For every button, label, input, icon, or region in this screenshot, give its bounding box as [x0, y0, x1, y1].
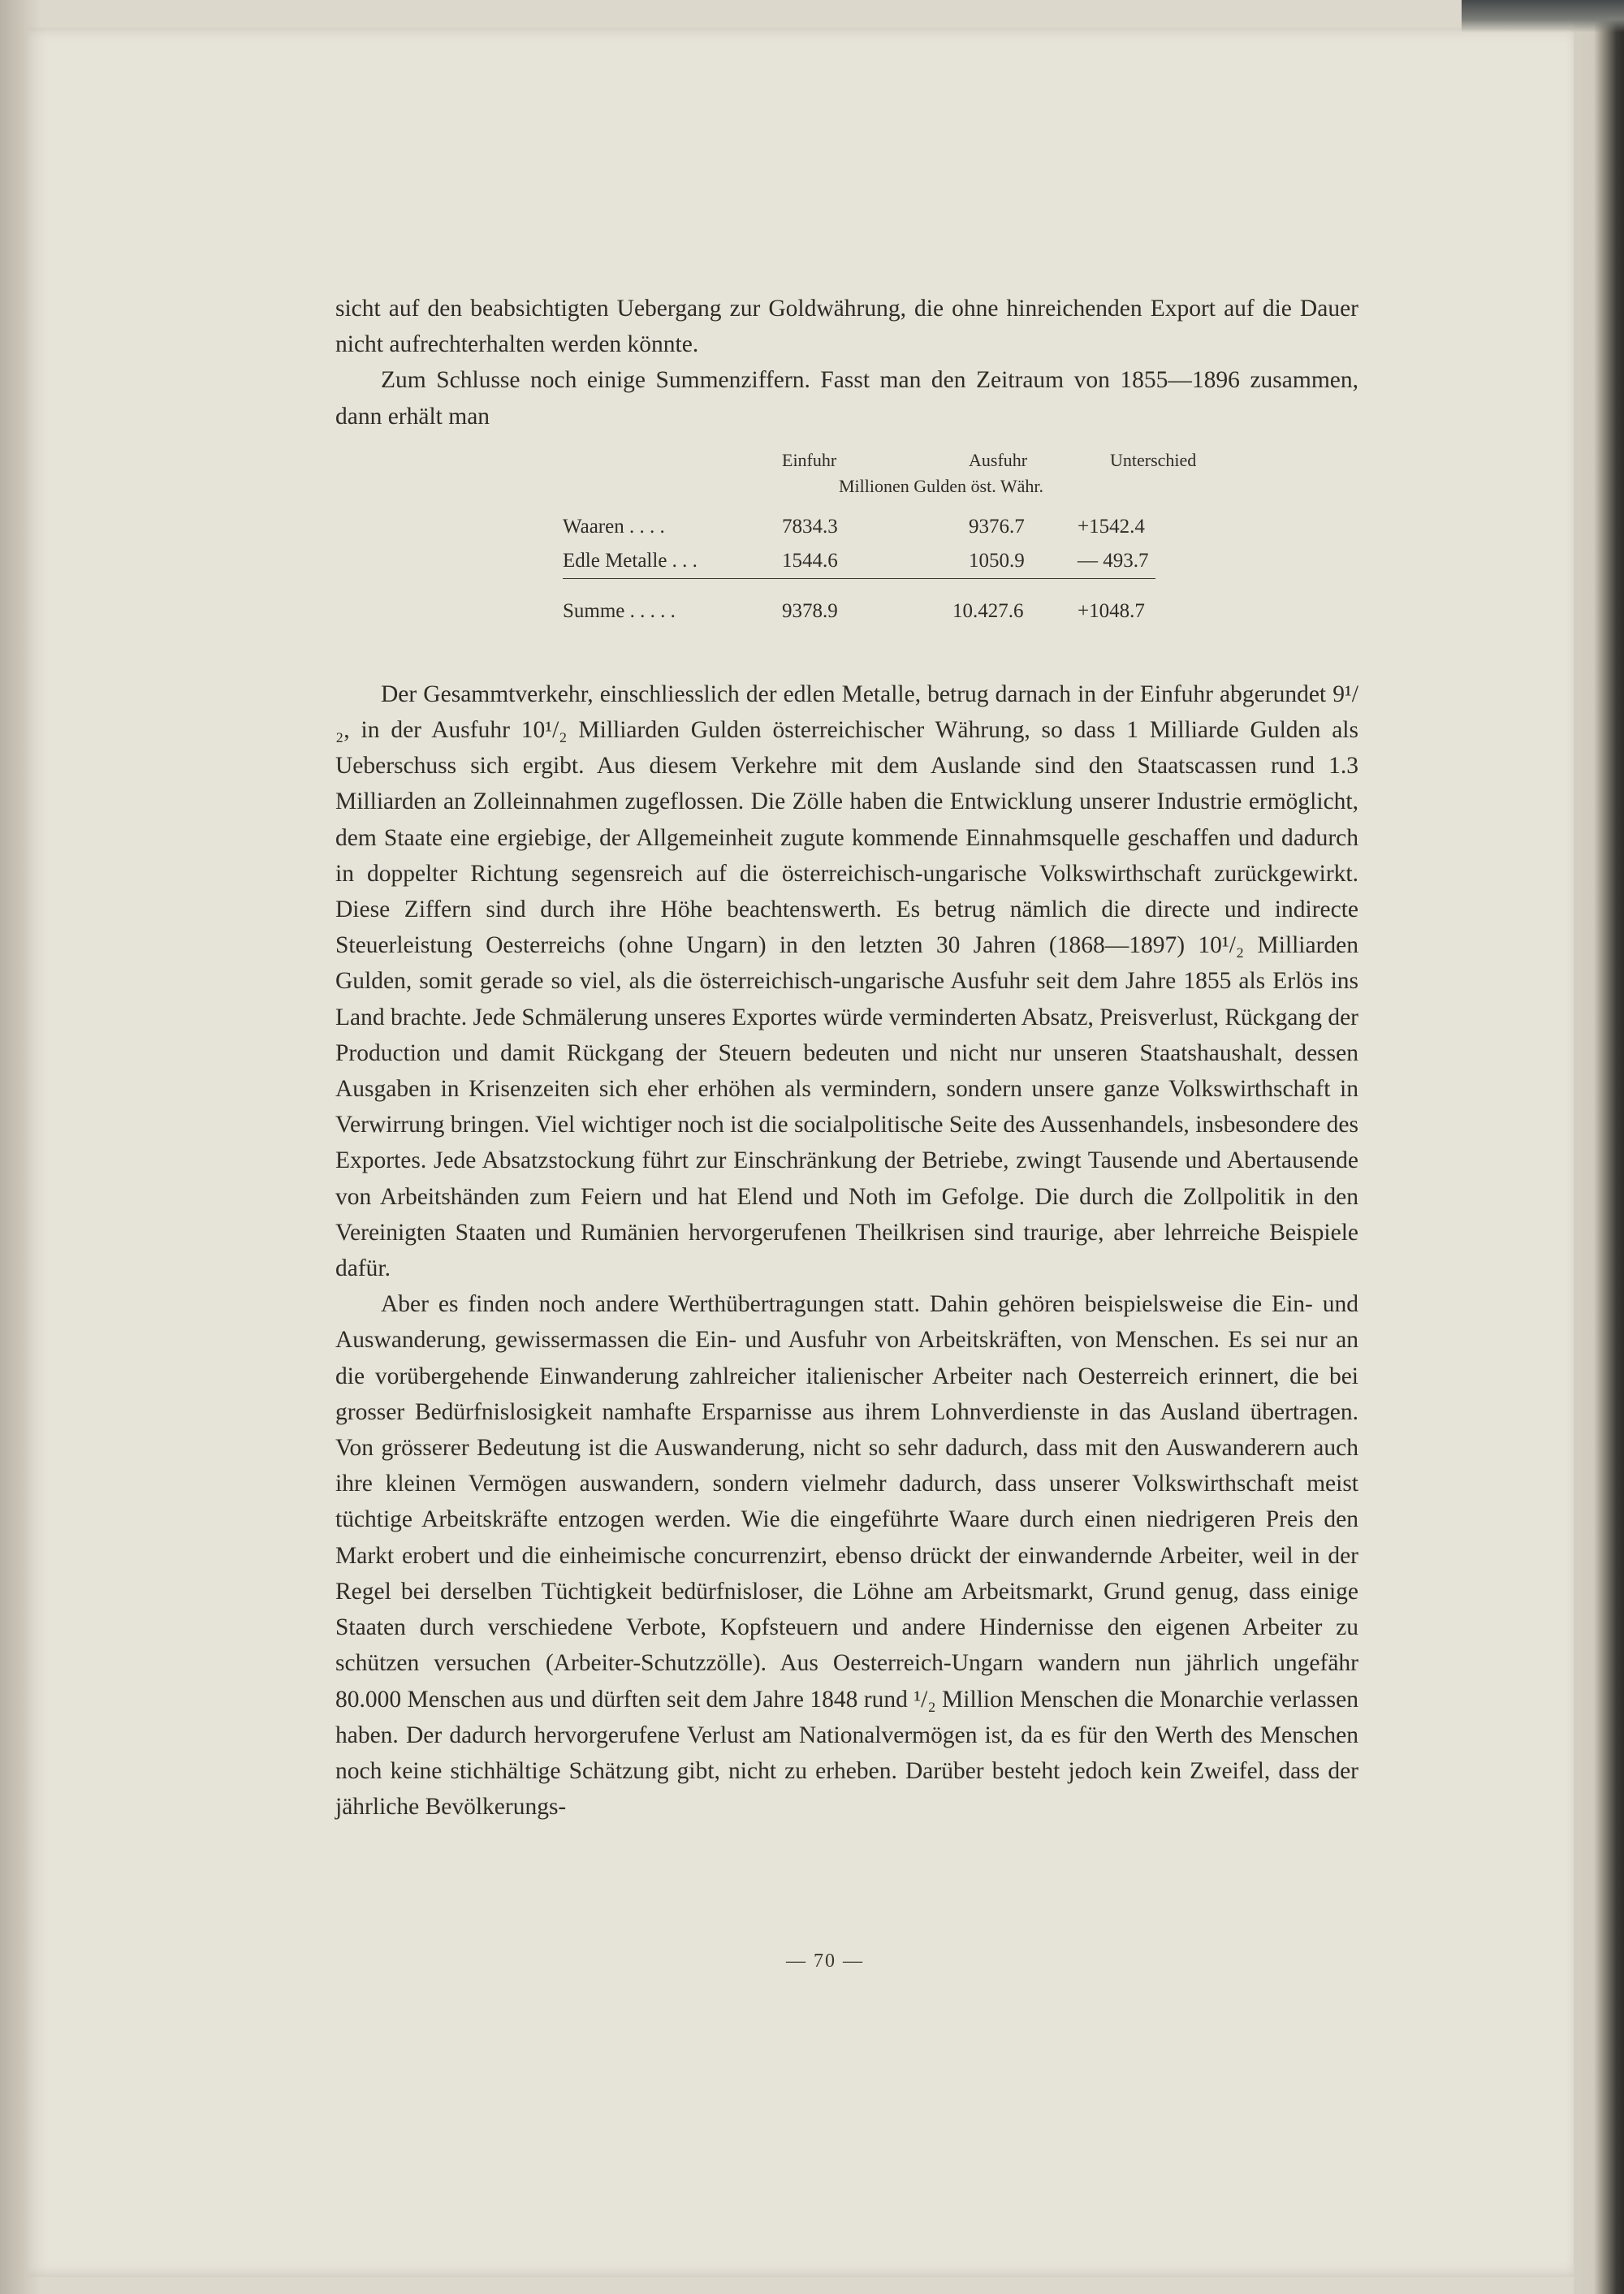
col-header-unterschied: Unterschied [1110, 449, 1197, 470]
table-row [563, 509, 1155, 542]
paragraph-gesammtverkehr: Der Gesammtverkehr, einschliesslich der edlen Metalle, betrug darnach in der Einfuhr abgerundet 9¹/₂, in der Ausfuhr 10¹/₂ Milliarden Gulden österreichischer Währung, so dass 1 Milliarde Gulden als Ueberschuss sich ergibt. Aus diesem Verkehre mit dem Auslande sind den Staatscassen rund 1.3 Milliarden an Zolleinnahmen zugeflossen. Die Zölle haben die Entwicklung unserer Industrie ermöglicht, dem Staate eine ergiebige, der Allgemeinheit zugute kommende Einnahmsquelle geschaffen und dadurch in doppelter Richtung segensreich auf die österreichisch-ungarische Volkswirthschaft zurückgewirkt. Diese Ziffern sind durch ihre Höhe beachtenswerth. Es betrug nämlich die directe und indirecte Steuerleistung Oesterreichs (ohne Ungarn) in den letzten 30 Jahren (1868—1897) 10¹/₂ Milliarden Gulden, somit gerade so viel, als die österreichisch-ungarische Ausfuhr seit dem Jahre 1855 als Erlös ins Land brachte. Jede Schmälerung unseres Exportes würde verminderten Absatz, Preisverlust, Rückgang der Production und damit Rückgang der Steuern bedeuten und nicht nur unseren Staatshaushalt, dessen Ausgaben in Krisenzeiten sich eher erhöhen als vermindern, sondern unsere ganze Volkswirthschaft in Verwirrung bringen. Viel wichtiger noch ist die socialpolitische Seite des Aussenhandels, insbesondere des Exportes. Jede Absatzstockung führt zur Einschränkung der Betriebe, zwingt Tausende und Abertausende von Arbeitshänden zum Feiern und hat Elend und Noth im Gefolge. Die durch die Zollpolitik in den Vereinigten Staaten und Rumänien hervorgerufenen Theilkrisen sind traurige, aber lehrreiche Beispiele dafür. [335, 680, 1358, 1282]
row-label: Edle Metalle . . . [563, 549, 698, 572]
page-text-block [335, 291, 1358, 1825]
paragraph-summenziffern: Zum Schlusse noch einige Summenziffern. Fasst man den Zeitraum von 1855—1896 zusammen, dann erhält man [335, 367, 1358, 430]
total-einfuhr: 9378.9 [782, 599, 838, 622]
binding-corner [1462, 0, 1624, 32]
summary-table [335, 443, 1358, 646]
cell-ausfuhr: 9376.7 [969, 515, 1025, 538]
cell-unterschied: +1542.4 [1078, 515, 1145, 538]
cell-unterschied: — 493.7 [1078, 549, 1149, 572]
cell-einfuhr: 1544.6 [782, 549, 838, 572]
table-total-row [563, 594, 1155, 626]
page-number: — 70 — [786, 1951, 864, 1972]
total-unterschied: +1048.7 [1078, 599, 1145, 622]
table-rule [563, 578, 1155, 579]
units-label: Millionen Gulden öst. Währ. [839, 475, 1043, 496]
total-ausfuhr: 10.427.6 [952, 599, 1024, 622]
row-label: Waaren . . . . [563, 515, 665, 538]
cell-ausfuhr: 1050.9 [969, 549, 1025, 572]
paragraph-continuation: sicht auf den beabsichtigten Uebergang zur Goldwährung, die ohne hinreichenden Export auf die Dauer nicht aufrechterhalten werden könnte. [335, 296, 1358, 358]
table-row [563, 543, 1155, 576]
col-header-einfuhr: Einfuhr [782, 449, 837, 470]
book-binding-edge [1574, 0, 1624, 2294]
col-header-ausfuhr: Ausfuhr [969, 449, 1028, 470]
cell-einfuhr: 7834.3 [782, 515, 838, 538]
paragraph-werthuebertragungen: Aber es finden noch andere Werthübertragungen statt. Dahin gehören beispielsweise die Ein- und Auswanderung, gewissermassen die Ein- und Ausfuhr von Arbeitskräften, von Menschen. Es sei nur an die vorübergehende Einwanderung zahlreicher italienischer Arbeiter nach Oesterreich erinnert, die bei grosser Bedürfnislosigkeit namhafte Ersparnisse aus ihrem Lohnverdienste in das Ausland übertragen. Von grösserer Bedeutung ist die Auswanderung, nicht so sehr dadurch, dass mit den Auswanderern auch ihre kleinen Vermögen auswandern, sondern vielmehr dadurch, dass unserer Volkswirthschaft meist tüchtige Arbeitskräfte entzogen werden. Wie die eingeführte Waare durch einen niedrigeren Preis den Markt erobert und die einheimische concurrenzirt, ebenso drückt der einwandernde Arbeiter, weil in der Regel bei derselben Tüchtigkeit bedürfnisloser, die Löhne am Arbeitsmarkt, Grund genug, dass einige Staaten durch verschiedene Verbote, Kopfsteuern und andere Hindernisse den eigenen Arbeiter zu schützen versuchen (Arbeiter-Schutzzölle). Aus Oesterreich-Ungarn wandern nun jährlich ungefähr 80.000 Menschen aus und dürften seit dem Jahre 1848 rund ¹/₂ Million Menschen die Monarchie verlassen haben. Der dadurch hervorgerufene Verlust am Nationalvermögen ist, da es für den Werth des Menschen noch keine stichhältige Schätzung gibt, nicht zu erheben. Darüber besteht jedoch kein Zweifel, dass der jährliche Bevölkerungs- [335, 1291, 1358, 1821]
total-label: Summe . . . . . [563, 599, 676, 622]
